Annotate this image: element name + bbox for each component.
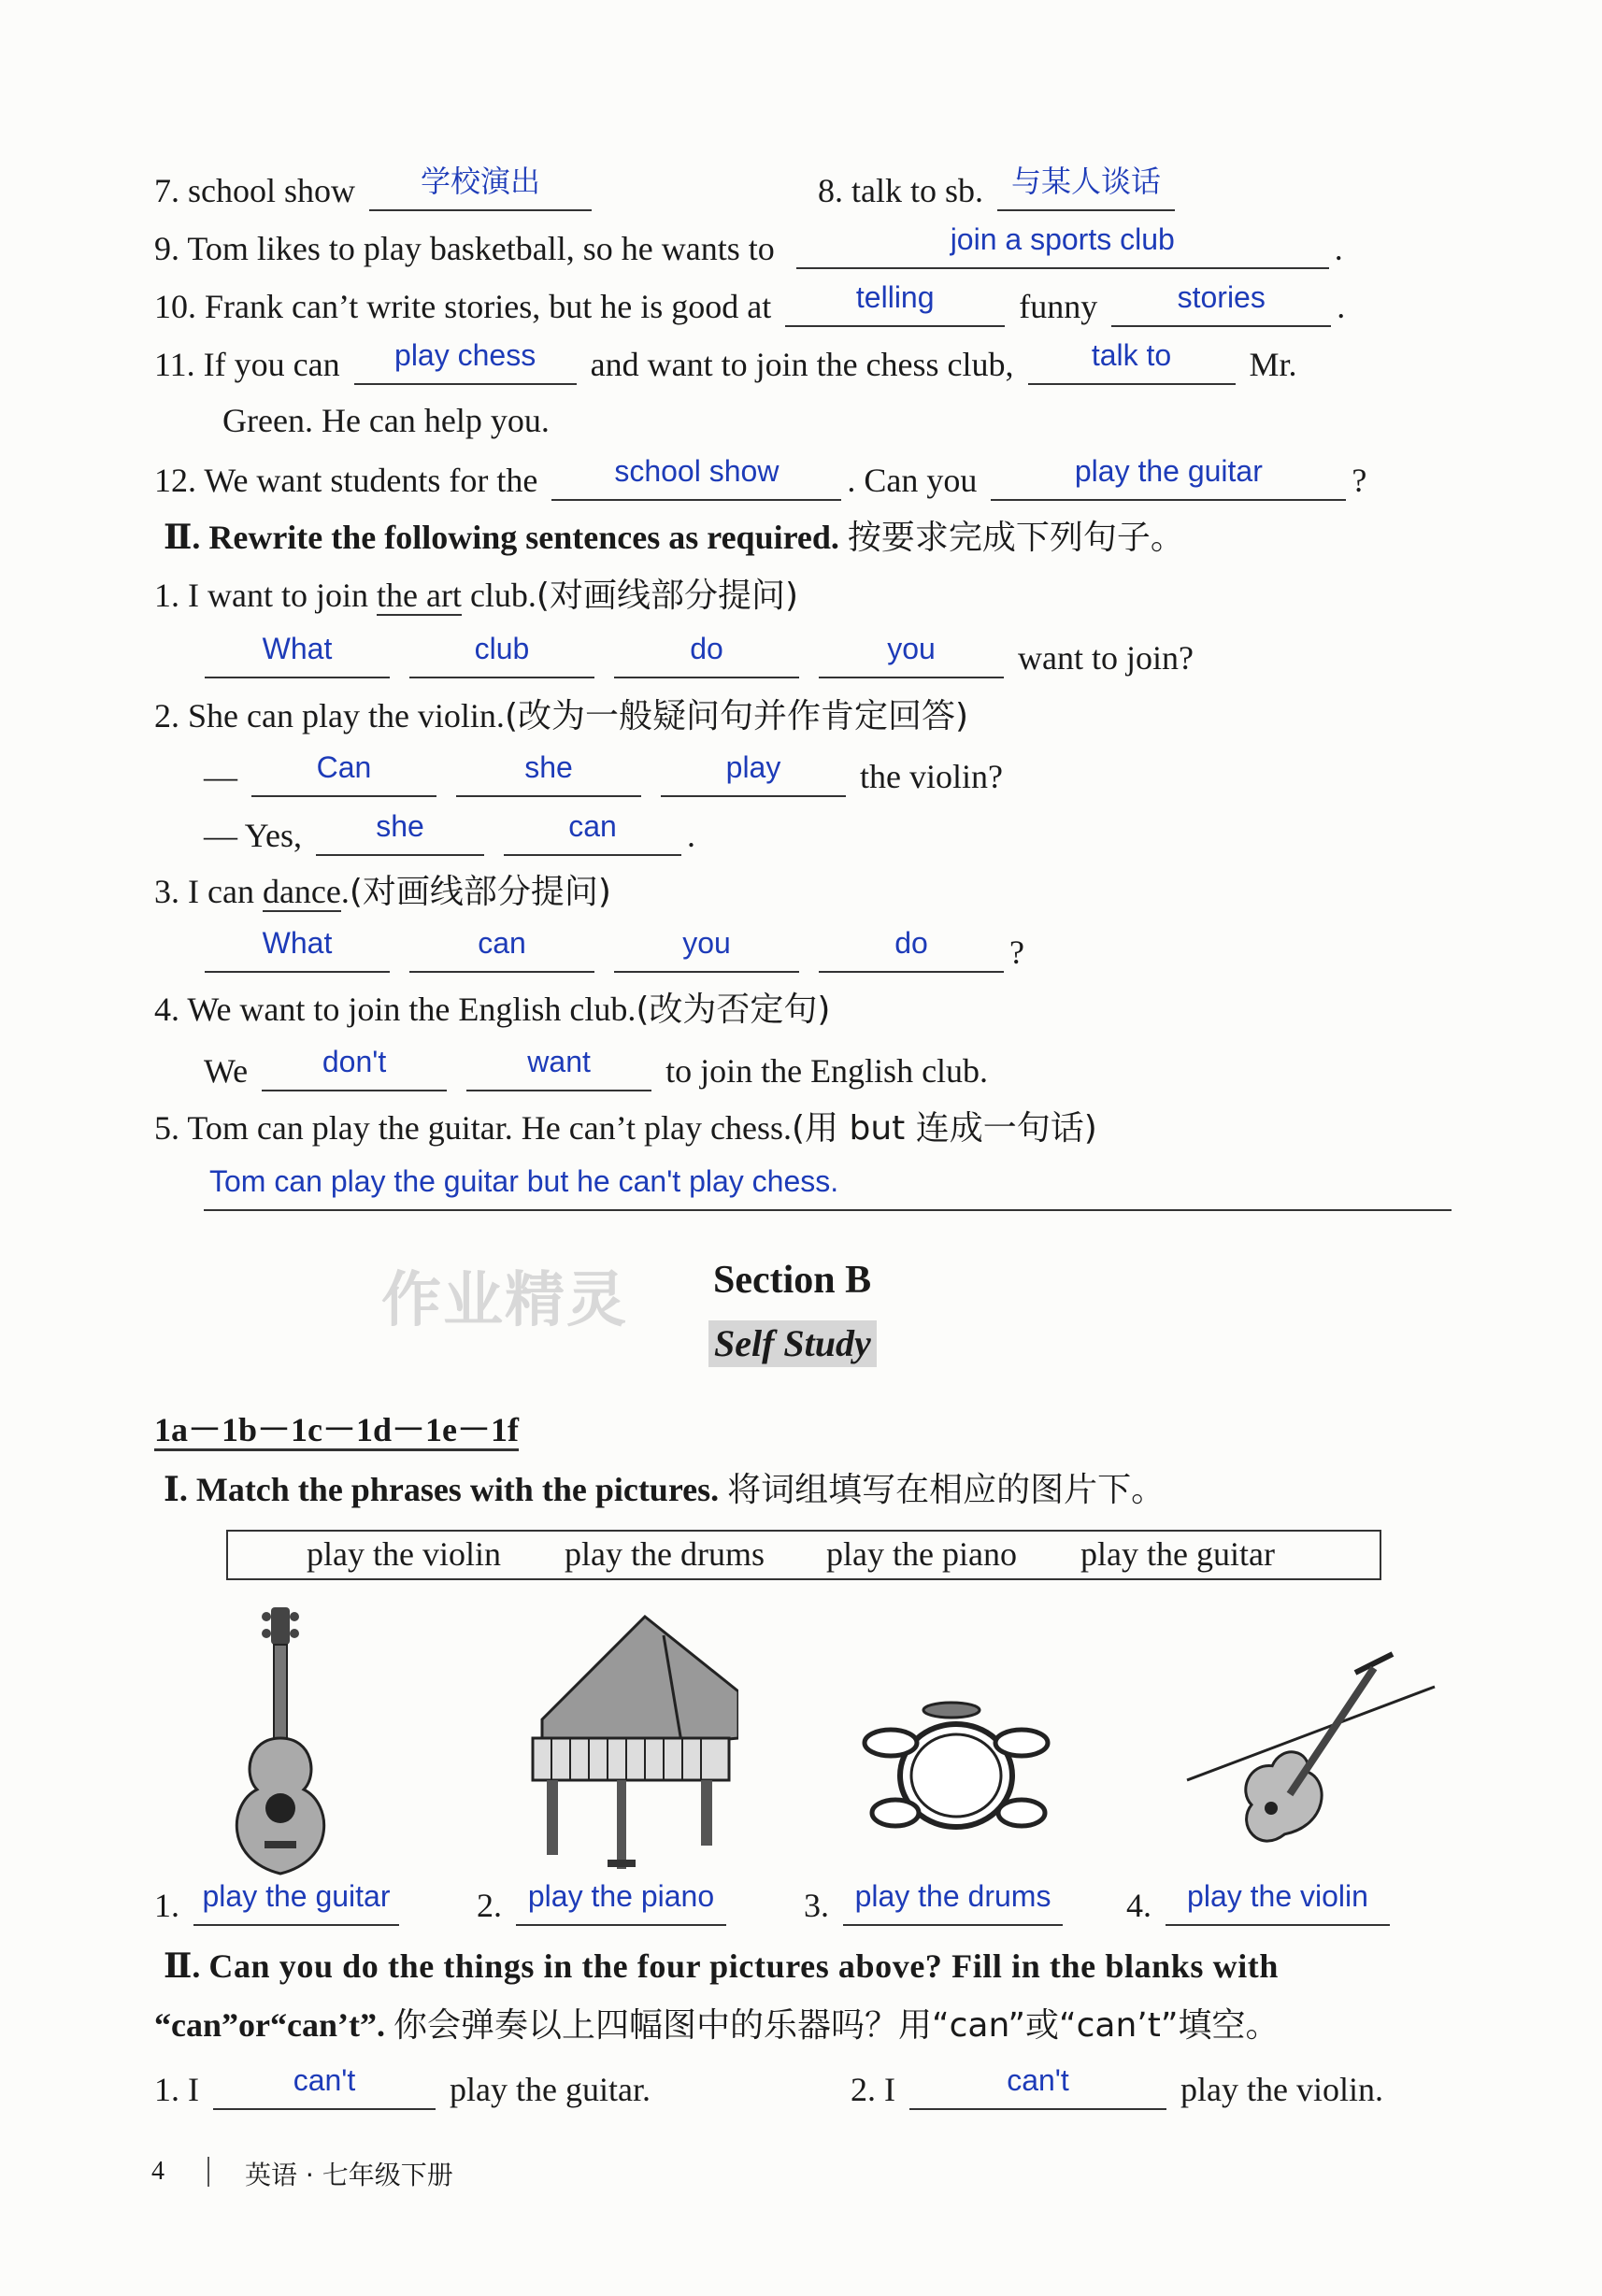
answer-blank-8[interactable]: 与某人谈话 [997, 168, 1175, 211]
canq-2: 2. I can't play the violin. [851, 2063, 1383, 2108]
rewrite-q3-answer: What can you do ? [199, 930, 1024, 973]
question-10: 10. Frank can’t write stories, but he is good at telling funny stories . [154, 280, 1346, 325]
phrase-drums: play the drums [565, 1535, 765, 1573]
answer-blank-11b[interactable]: talk to [1028, 342, 1236, 385]
picture-answer-4: 4. play the violin [1126, 1883, 1395, 1926]
part1b-heading: Ⅰ. Match the phrases with the pictures. 将词组填写在相应的图片下。 [164, 1471, 1166, 1509]
violin-picture [1178, 1649, 1439, 1855]
footer-book-title: 英语 · 七年级下册 [245, 2160, 453, 2190]
rewrite-q5: 5. Tom can play the guitar. He can’t play chess.(用 but 连成一句话) [154, 1109, 1097, 1148]
canq-1: 1. I can't play the guitar. [154, 2063, 651, 2108]
rewrite-q4-answer: We don't want to join the English club. [204, 1045, 989, 1090]
answer-blank-12a[interactable]: school show [551, 458, 841, 501]
watermark: 作业精灵 [381, 1266, 628, 1335]
rewrite-q5-answer [204, 1164, 1452, 1211]
phrase-violin: play the violin [307, 1535, 501, 1573]
answer-blank-r2-2[interactable]: she [456, 754, 641, 797]
answer-blank-pic2[interactable]: play the piano [516, 1883, 726, 1926]
answer-blank-r2-4[interactable]: she [316, 813, 484, 856]
answer-blank-7[interactable]: 学校演出 [369, 168, 592, 211]
rewrite-q1-answer: What club do you want to join? [199, 635, 1194, 678]
answer-blank-r2-5[interactable]: can [504, 813, 681, 856]
phrase-piano: play the piano [826, 1535, 1017, 1573]
sub-section-label: 1a－1b－1c－1d－1e－1f [154, 1409, 519, 1450]
rewrite-q3: 3. I can dance.(对画线部分提问) [154, 873, 611, 911]
footer-divider [207, 2157, 209, 2187]
rewrite-q2-reply: — Yes, she can . [204, 809, 696, 854]
guitar-picture [220, 1607, 341, 1878]
question-12: 12. We want students for the school show . Can you play the guitar ? [154, 454, 1367, 499]
answer-blank-r3-1[interactable]: What [205, 930, 390, 973]
question-9: 9. Tom likes to play basketball, so he wants to join a sports club . [154, 222, 1343, 267]
piano-picture [523, 1607, 738, 1878]
question-8: 8. talk to sb. 与某人谈话 [818, 168, 1180, 211]
answer-blank-r3-2[interactable]: can [409, 930, 594, 973]
answer-blank-pic3[interactable]: play the drums [843, 1883, 1063, 1926]
page-number: 4 [151, 2157, 164, 2186]
answer-blank-10a[interactable]: telling [785, 284, 1005, 327]
answer-blank-r1-2[interactable]: club [409, 635, 594, 678]
drums-picture [858, 1696, 1054, 1846]
answer-blank-can1[interactable]: can't [213, 2067, 436, 2110]
answer-blank-r1-4[interactable]: you [819, 635, 1004, 678]
section-title: Section B [713, 1259, 872, 1302]
rewrite-q2-answer: — Can she play the violin? [204, 750, 1003, 795]
answer-blank-r5[interactable]: Tom can play the guitar but he can't play chess. [204, 1168, 1452, 1211]
section-subtitle: Self Study [708, 1320, 877, 1367]
answer-blank-r2-1[interactable]: Can [251, 754, 436, 797]
answer-blank-12b[interactable]: play the guitar [991, 458, 1346, 501]
part2-heading: Ⅱ. Rewrite the following sentences as required. 按要求完成下列句子。 [164, 519, 1184, 557]
answer-blank-r4-2[interactable]: want [466, 1048, 651, 1091]
picture-answer-1: 1. play the guitar [154, 1883, 405, 1926]
rewrite-q2: 2. She can play the violin.(改为一般疑问句并作肯定回答) [154, 697, 969, 735]
answer-blank-r1-3[interactable]: do [614, 635, 799, 678]
answer-blank-can2[interactable]: can't [909, 2067, 1166, 2110]
question-7: 7. school show 学校演出 [154, 168, 597, 211]
rewrite-q4: 4. We want to join the English club.(改为否定句) [154, 991, 831, 1029]
answer-blank-10b[interactable]: stories [1111, 284, 1331, 327]
rewrite-q1: 1. I want to join the art club.(对画线部分提问) [154, 577, 799, 615]
answer-blank-11a[interactable]: play chess [354, 342, 577, 385]
phrase-guitar: play the guitar [1080, 1535, 1275, 1573]
question-11: 11. If you can play chess and want to join the chess club, talk to Mr. [154, 338, 1297, 383]
phrase-box [226, 1530, 1381, 1580]
answer-blank-pic4[interactable]: play the violin [1166, 1883, 1390, 1926]
part2b-heading-line1: Ⅱ. Can you do the things in the four pictures above? Fill in the blanks with [164, 1947, 1280, 1985]
answer-blank-r3-4[interactable]: do [819, 930, 1004, 973]
picture-answer-2: 2. play the piano [477, 1883, 732, 1926]
picture-answer-3: 3. play the drums [804, 1883, 1068, 1926]
answer-blank-r1-1[interactable]: What [205, 635, 390, 678]
answer-blank-9[interactable]: join a sports club [796, 226, 1329, 269]
answer-blank-r4-1[interactable]: don't [262, 1048, 447, 1091]
answer-blank-r3-3[interactable]: you [614, 930, 799, 973]
answer-blank-pic1[interactable]: play the guitar [193, 1883, 399, 1926]
part2b-heading-line2: “can”or“can’t”. 你会弹奏以上四幅图中的乐器吗？用“can”或“can’t”填空。 [154, 2006, 1280, 2045]
answer-blank-r2-3[interactable]: play [661, 754, 846, 797]
question-11-line2: Green. He can help you. [222, 402, 550, 439]
